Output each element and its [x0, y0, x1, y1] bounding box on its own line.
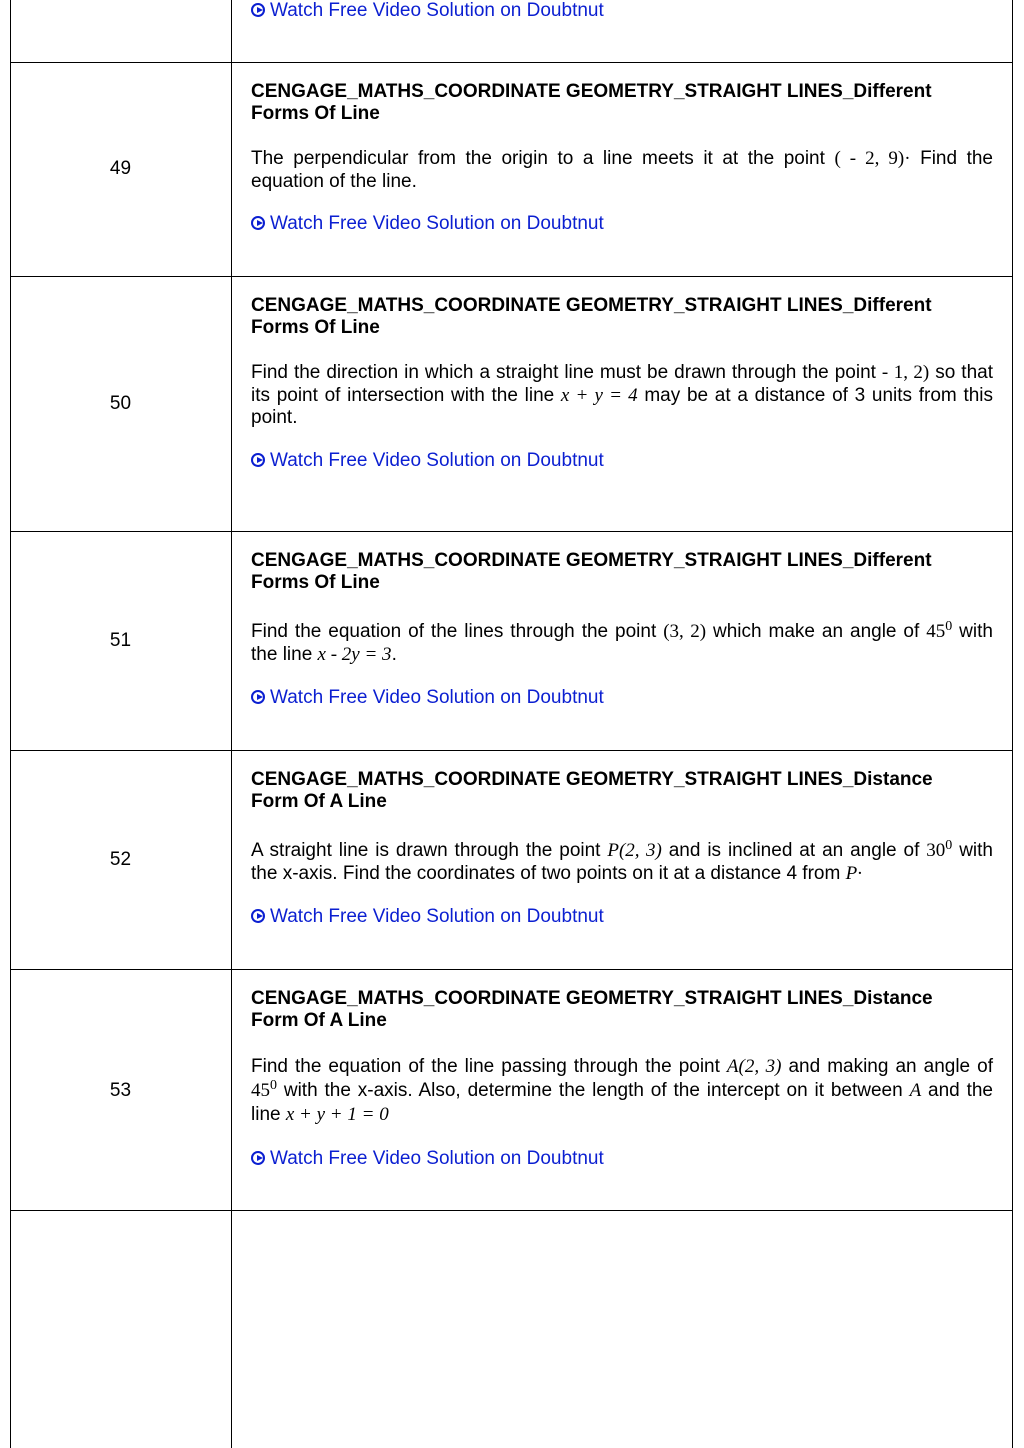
- category-label: CENGAGE_MATHS_COORDINATE GEOMETRY_STRAIGHT LINES_Distance Form Of A Line: [251, 988, 933, 1031]
- category-label: CENGAGE_MATHS_COORDINATE GEOMETRY_STRAIGHT LINES_Distance Form Of A Line: [251, 769, 933, 812]
- row-divider: [10, 276, 1013, 277]
- category-label: CENGAGE_MATHS_COORDINATE GEOMETRY_STRAIGHT LINES_Different Forms Of Line: [251, 295, 932, 338]
- question-cell: [251, 550, 993, 594]
- play-circle-icon: [251, 216, 265, 230]
- question-cell: [251, 295, 993, 339]
- watch-video-link[interactable]: Watch Free Video Solution on Doubtnut: [251, 906, 604, 928]
- category-label: CENGAGE_MATHS_COORDINATE GEOMETRY_STRAIGHT LINES_Different Forms Of Line: [251, 81, 932, 124]
- row-divider: [10, 750, 1013, 751]
- row-divider: [10, 62, 1013, 63]
- question-text: A straight line is drawn through the point P(2, 3) and is inclined at an angle of $30^0$ with the x-axis. Find the coordinates of two points on it at a distance 4 from P·: [251, 838, 994, 884]
- question-text: The perpendicular from the origin to a line meets it at the point ( - 2, 9)· Find the equation of the line.: [251, 148, 993, 192]
- watch-video-link[interactable]: Watch Free Video Solution on Doubtnut: [251, 687, 604, 709]
- question-number: 53: [109, 1080, 132, 1101]
- question-number: 52: [109, 849, 132, 870]
- watch-video-link[interactable]: Watch Free Video Solution on Doubtnut: [251, 1148, 604, 1170]
- question-cell: [251, 81, 993, 125]
- row-divider: [10, 531, 1013, 532]
- column-divider: [231, 0, 232, 1448]
- watch-video-link[interactable]: Watch Free Video Solution on Doubtnut: [251, 0, 604, 22]
- play-circle-icon: [251, 909, 265, 923]
- play-circle-icon: [251, 690, 265, 704]
- row-divider: [10, 969, 1013, 970]
- row-divider: [10, 1210, 1013, 1211]
- question-number: 51: [109, 630, 132, 651]
- question-text: Find the equation of the line passing through the point A(2, 3) and making an angle of $45^0$ with the x-axis. Also, determine the length of the intercept on it between A and the line x + y + 1 = 0: [251, 1056, 993, 1125]
- question-number: 49: [109, 158, 132, 179]
- play-circle-icon: [251, 1151, 265, 1165]
- watch-video-link[interactable]: Watch Free Video Solution on Doubtnut: [251, 213, 604, 235]
- play-circle-icon: [251, 3, 265, 17]
- category-label: CENGAGE_MATHS_COORDINATE GEOMETRY_STRAIGHT LINES_Different Forms Of Line: [251, 550, 932, 593]
- question-text: Find the direction in which a straight line must be drawn through the point - 1, 2) so that its point of intersection with the line x + y = 4 may be at a distance of 3 units from this point.: [251, 362, 994, 428]
- watch-video-link[interactable]: Watch Free Video Solution on Doubtnut: [251, 450, 604, 472]
- question-cell: [251, 769, 993, 813]
- question-cell: [251, 988, 993, 1032]
- question-text: Find the equation of the lines through the point (3, 2) which make an angle of $45^0$ with the line x - 2y = 3.: [251, 619, 993, 665]
- question-number: 50: [109, 393, 132, 414]
- play-circle-icon: [251, 453, 265, 467]
